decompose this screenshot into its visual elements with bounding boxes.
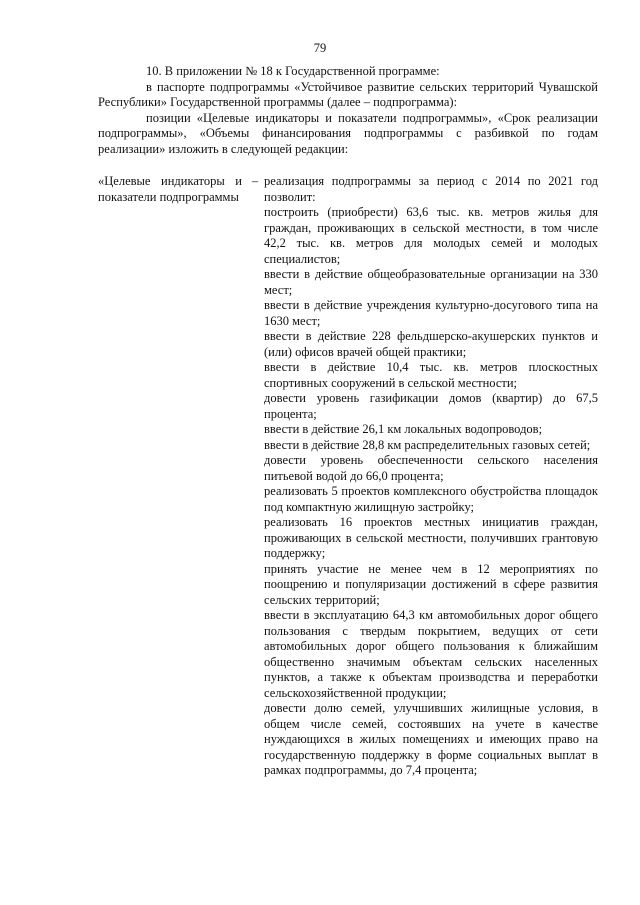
intro-paragraph-2: в паспорте подпрограммы «Устойчивое развитие сельских территорий Чувашской Республики» Государственной программы (далее – подпрограмма): bbox=[98, 79, 598, 109]
params-table bbox=[98, 174, 598, 779]
params-item: ввести в действие 28,8 км распределительных газовых сетей; bbox=[264, 437, 591, 452]
params-dash: – bbox=[251, 174, 259, 188]
page-number: 79 bbox=[313, 41, 327, 55]
params-item: ввести в эксплуатацию 64,3 км автомобильных дорог общего пользования с твердым покрытием, ведущих от сети автомобильных дорог общего пользования к ближайшим общественно значимым объектам сельских населенных пунктов, а также к объектам производства и переработки сельскохозяйственной продукции; bbox=[264, 608, 598, 700]
intro-paragraph-1: 10. В приложении № 18 к Государственной программе: bbox=[146, 64, 440, 78]
params-item: реализация подпрограммы за период с 2014 по 2021 год позволит: bbox=[264, 174, 598, 204]
params-item: построить (приобрести) 63,6 тыс. кв. метров жилья для граждан, проживающих в сельской местности, в том числе 42,2 тыс. кв. метров для молодых семей и молодых специалистов; bbox=[264, 205, 598, 266]
params-body bbox=[262, 174, 598, 779]
params-label: «Целевые индикаторы и показатели подпрограммы bbox=[98, 174, 242, 204]
params-item: реализовать 5 проектов комплексного обустройства площадок под компактную жилищную застройку; bbox=[264, 484, 598, 514]
params-item: довести долю семей, улучшивших жилищные условия, в общем числе семей, состоявших на учете в качестве нуждающихся в жилых помещениях и имеющих право на государственную поддержку в форме социальных выплат в рамках подпрограммы, до 7,4 процента; bbox=[264, 701, 598, 777]
params-item: ввести в действие общеобразовательные организации на 330 мест; bbox=[264, 267, 598, 297]
params-item: ввести в действие 26,1 км локальных водопроводов; bbox=[264, 422, 543, 436]
intro-paragraph-3: позиции «Целевые индикаторы и показатели подпрограммы», «Срок реализации подпрограммы», «Объемы финансирования подпрограммы с разбивкой по годам реализации» изложить в следующей редакции: bbox=[98, 110, 598, 156]
params-item: довести уровень обеспеченности сельского населения питьевой водой до 66,0 процента; bbox=[264, 453, 598, 483]
params-item: ввести в действие 228 фельдшерско-акушерских пунктов и (или) офисов врачей общей практики; bbox=[264, 329, 598, 359]
intro-section bbox=[98, 64, 598, 157]
params-item: ввести в действие 10,4 тыс. кв. метров плоскостных спортивных сооружений в сельской местности; bbox=[264, 360, 598, 390]
params-item: реализовать 16 проектов местных инициатив граждан, проживающих в сельской местности, получивших грантовую поддержку; bbox=[264, 515, 598, 560]
params-item: ввести в действие учреждения культурно-досугового типа на 1630 мест; bbox=[264, 298, 598, 328]
params-item: принять участие не менее чем в 12 мероприятиях по поощрению и популяризации достижений в сфере развития сельских территорий; bbox=[264, 561, 598, 607]
params-item: довести уровень газификации домов (квартир) до 67,5 процента; bbox=[264, 391, 598, 421]
